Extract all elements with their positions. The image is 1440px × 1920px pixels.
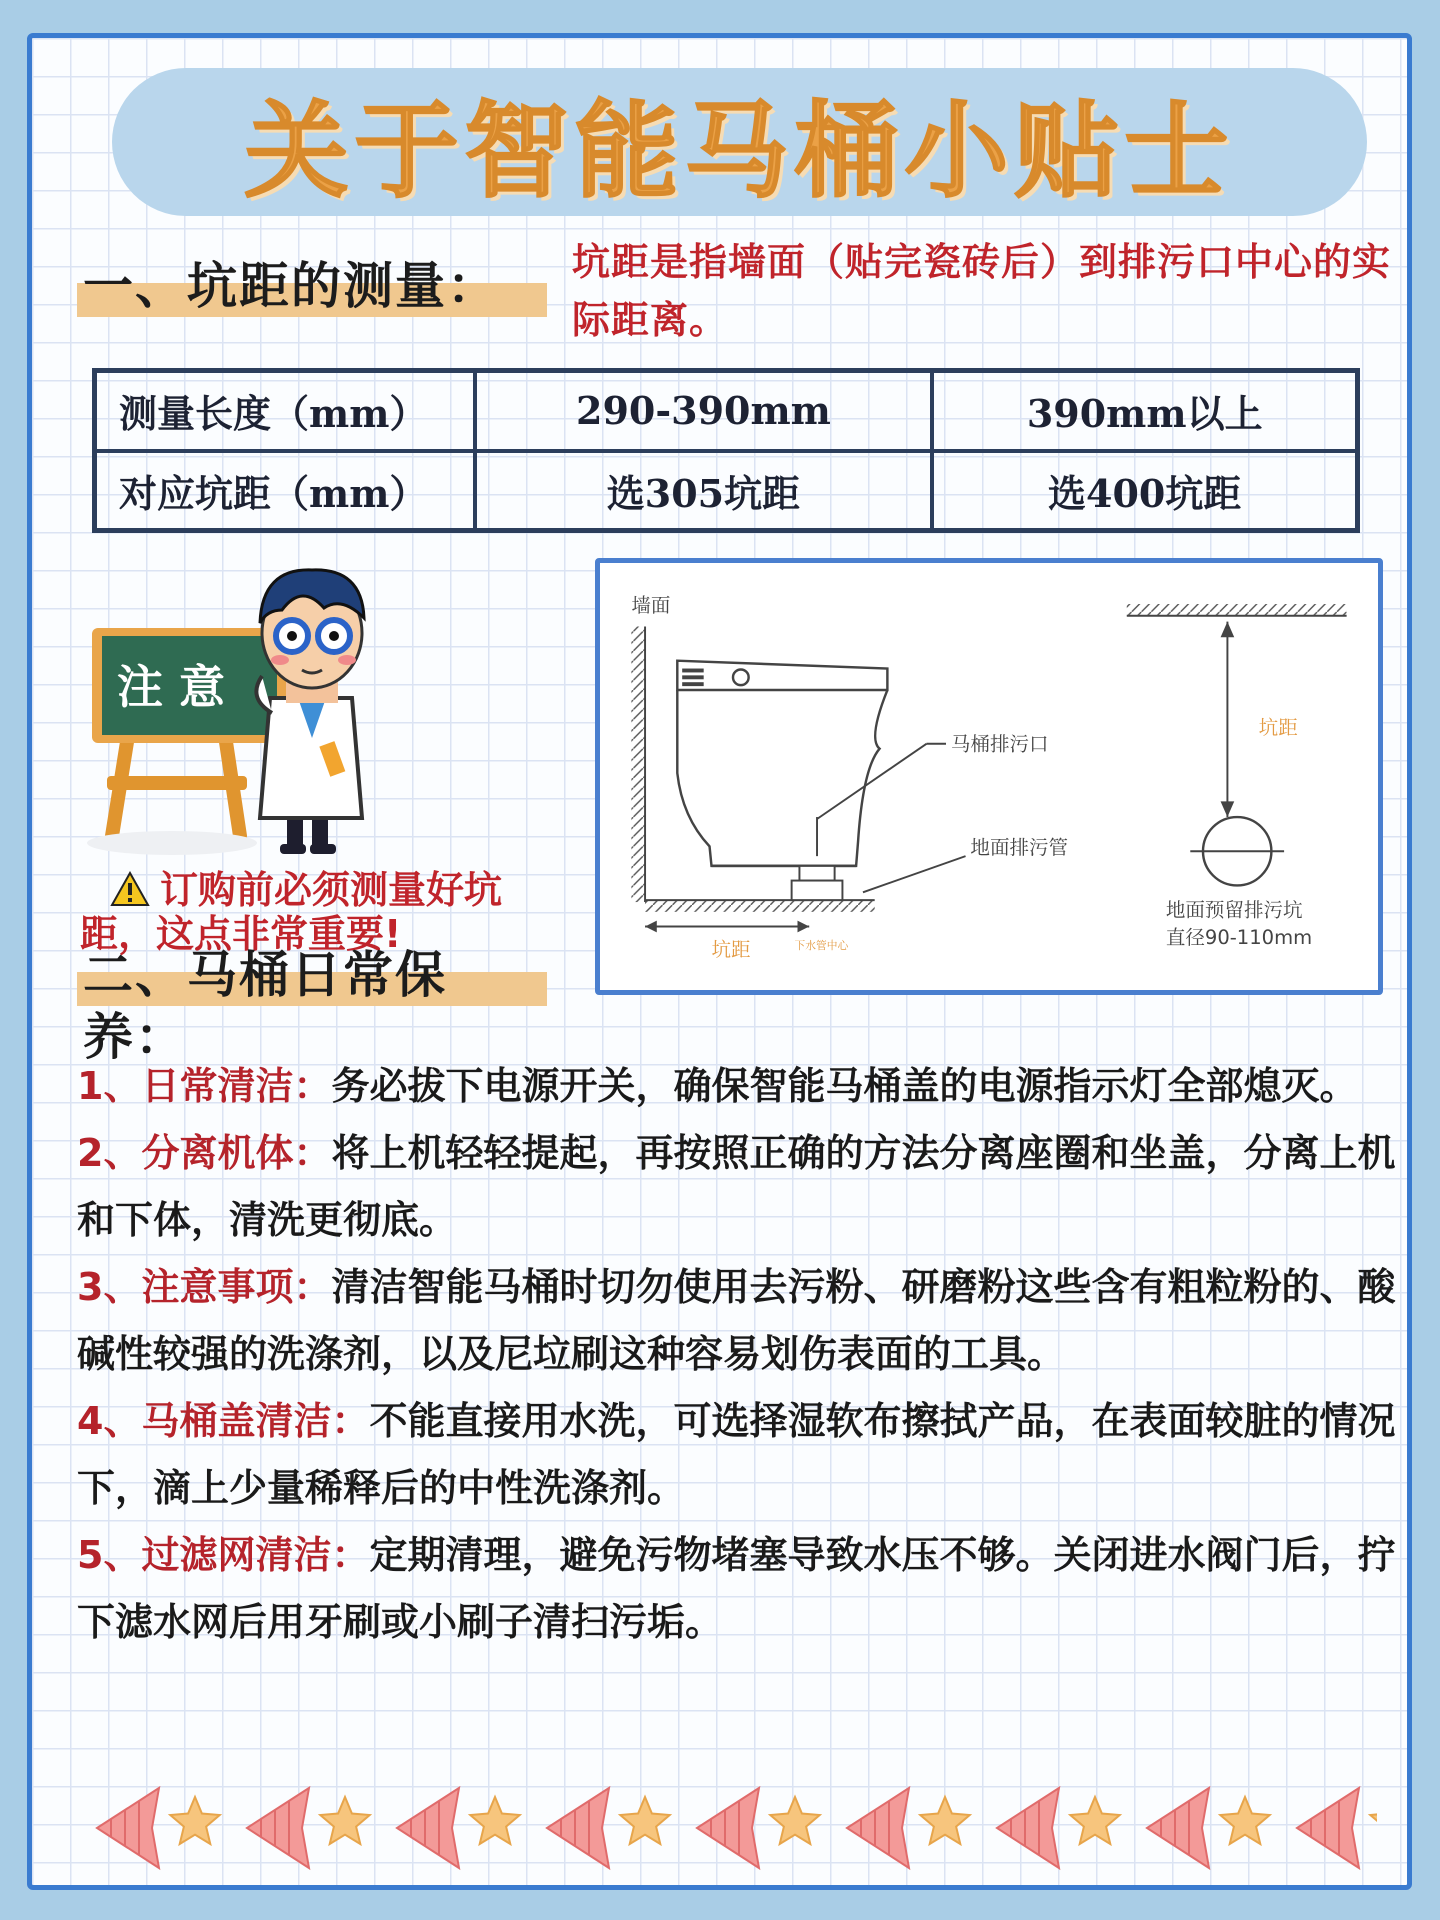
warning-icon xyxy=(110,871,150,907)
pipe-label: 地面排污管 xyxy=(970,836,1069,860)
page-title: 关于智能马桶小贴士 xyxy=(244,90,1235,212)
fish-icon xyxy=(547,1788,609,1868)
starfish-icon xyxy=(770,1797,819,1844)
right-distance-label: 坑距 xyxy=(1258,715,1298,739)
fish-icon xyxy=(1297,1788,1359,1868)
starfish-icon xyxy=(1370,1797,1377,1844)
table-cell: 对应坑距（mm） xyxy=(95,451,475,531)
teacher-mascot-illustration xyxy=(62,538,392,868)
toilet-icon xyxy=(677,661,887,900)
starfish-icon xyxy=(320,1797,369,1844)
tip-label: 4、马桶盖清洁： xyxy=(77,1399,370,1443)
warning-note xyxy=(80,868,570,956)
warning-text: 订购前必须测量好坑距，这点非常重要! xyxy=(80,868,503,956)
pit-label-1: 地面预留排污坑 xyxy=(1165,898,1303,922)
tip-label: 2、分离机体： xyxy=(77,1131,332,1175)
table-cell: 选400坑距 xyxy=(932,451,1357,531)
tip-text: 定期清理，避免污物堵塞导致水压不够。关闭进水阀门后，拧下滤水网后用牙刷或小刷子清扫污垢。 xyxy=(77,1533,1396,1644)
list-item xyxy=(77,1120,1412,1254)
section2-heading-text: 二、马桶日常保养： xyxy=(83,946,447,1066)
tip-text: 不能直接用水洗，可选择湿软布擦拭产品，在表面较脏的情况下，滴上少量稀释后的中性洗涤剂。 xyxy=(77,1399,1396,1510)
fish-icon xyxy=(397,1788,459,1868)
section2-heading xyxy=(77,944,547,1066)
fish-icon xyxy=(697,1788,759,1868)
starfish-icon xyxy=(1220,1797,1269,1844)
section1-heading xyxy=(77,255,547,317)
fish-icon xyxy=(997,1788,1059,1868)
pit-distance-definition: 坑距是指墙面（贴完瓷砖后）到排污口中心的实际距离。 xyxy=(572,240,1392,342)
list-item xyxy=(77,1254,1412,1388)
table-cell: 390mm以上 xyxy=(932,371,1357,451)
table-cell: 选305坑距 xyxy=(475,451,933,531)
pipe-center-label: 下水管中心 xyxy=(794,938,849,952)
tip-label: 1、日常清洁： xyxy=(77,1064,332,1108)
starfish-icon xyxy=(170,1797,219,1844)
outlet-label: 马桶排污口 xyxy=(950,732,1049,756)
fish-icon xyxy=(847,1788,909,1868)
tip-label: 3、注意事项： xyxy=(77,1265,332,1309)
list-item xyxy=(77,1522,1412,1656)
toilet-pit-distance-diagram xyxy=(595,558,1383,995)
table-row xyxy=(95,451,1358,531)
list-item xyxy=(77,1388,1412,1522)
tip-text: 清洁智能马桶时切勿使用去污粉、研磨粉这些含有粗粒粉的、酸碱性较强的洗涤剂，以及尼垃刷这种容易划伤表面的工具。 xyxy=(77,1265,1396,1376)
fish-starfish-border-decoration xyxy=(77,1773,1377,1883)
measurement-table xyxy=(92,368,1360,533)
tip-text: 将上机轻轻提起，再按照正确的方法分离座圈和坐盖，分离上机和下体，清洗更彻底。 xyxy=(77,1131,1396,1242)
fish-icon xyxy=(247,1788,309,1868)
fish-icon xyxy=(1147,1788,1209,1868)
list-item xyxy=(77,1053,1412,1120)
wall-label: 墙面 xyxy=(631,593,671,617)
tip-label: 5、过滤网清洁： xyxy=(77,1533,370,1577)
starfish-icon xyxy=(620,1797,669,1844)
starfish-icon xyxy=(1070,1797,1119,1844)
starfish-icon xyxy=(920,1797,969,1844)
table-cell: 290-390mm xyxy=(475,371,933,451)
poster-sheet xyxy=(27,33,1412,1890)
table-row xyxy=(95,371,1358,451)
pit-label-2: 直径90-110mm xyxy=(1165,926,1313,950)
starfish-icon xyxy=(470,1797,519,1844)
distance-label: 坑距 xyxy=(711,937,751,961)
fish-icon xyxy=(97,1788,159,1868)
maintenance-tips-list xyxy=(77,1053,1412,1656)
title-banner xyxy=(112,68,1367,216)
board-text: 注 意 xyxy=(117,660,226,714)
table-cell: 测量长度（mm） xyxy=(95,371,475,451)
teacher-icon xyxy=(256,570,364,854)
section1-heading-text: 一、坑距的测量： xyxy=(83,257,499,315)
tip-text: 务必拔下电源开关，确保智能马桶盖的电源指示灯全部熄灭。 xyxy=(331,1064,1358,1108)
